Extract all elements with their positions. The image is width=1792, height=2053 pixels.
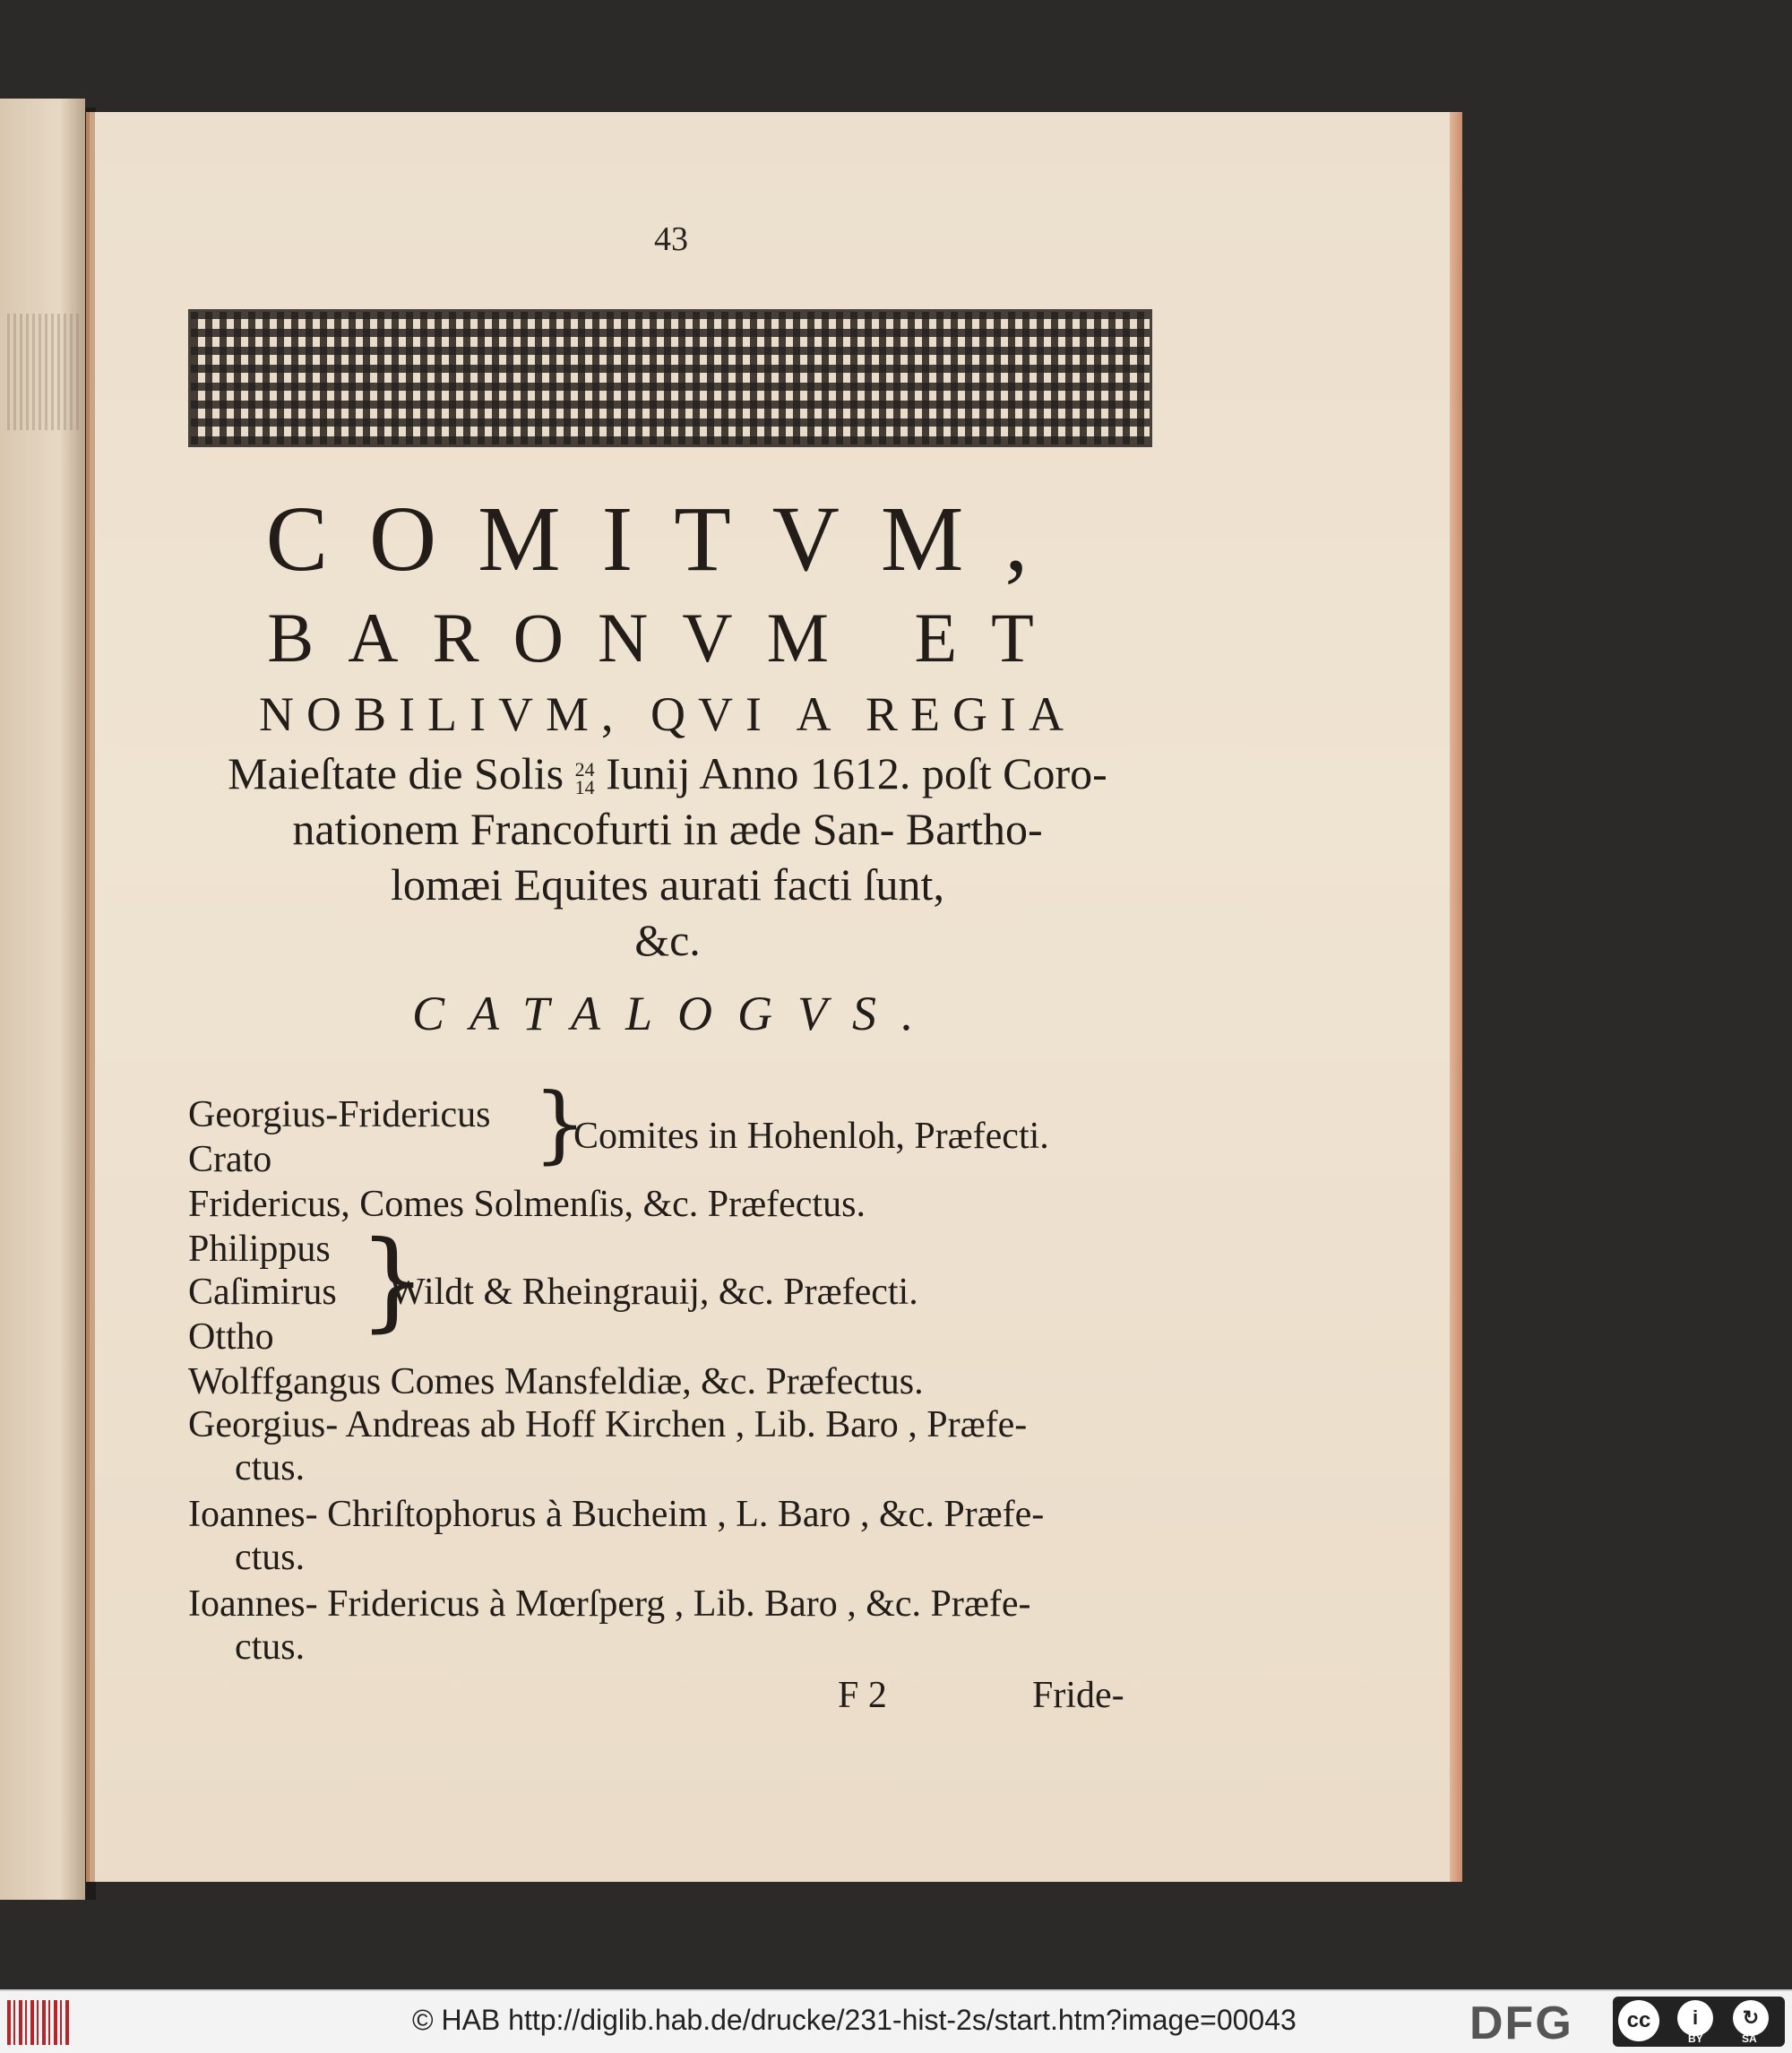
entry-7-b: ctus. <box>235 1626 306 1668</box>
entry-1-title: Comites in Hohenloh, Præfecti. <box>573 1116 1049 1157</box>
brace-1: } <box>533 1075 587 1173</box>
cc-license-badge[interactable] <box>1613 1997 1785 2047</box>
ornamental-headpiece <box>188 309 1152 447</box>
hab-barcode-logo-icon[interactable] <box>7 2000 72 2045</box>
entry-3-name-c: Ottho <box>188 1316 274 1358</box>
entry-1-name-a: Georgius-Fridericus <box>188 1094 491 1135</box>
entry-3-name-b: Caſimirus <box>188 1272 337 1313</box>
body-line-3: lomæi Equites aurati facti ſunt, <box>391 859 944 910</box>
share-alike-icon: ↻ <box>1733 2000 1769 2036</box>
fraction-bottom: 14 <box>574 775 595 798</box>
attribution-icon: i <box>1677 2000 1713 2036</box>
license-sa-label: SA <box>1742 2032 1757 2045</box>
body-line-1-a: Maieſtate die Solis <box>228 748 564 798</box>
entry-6-b: ctus. <box>235 1537 306 1578</box>
license-by-label: BY <box>1688 2032 1703 2045</box>
page-edge <box>1450 112 1462 1882</box>
footer-bar <box>0 1989 1792 2053</box>
body-line-1 <box>188 746 1147 801</box>
entry-6-a: Ioannes- Chriſtophorus à Bucheim , L. Baro , &c. Præfe- <box>188 1494 1045 1535</box>
title-block <box>188 466 1147 968</box>
entry-5-b: ctus. <box>235 1447 306 1488</box>
fraction-top: 24 <box>574 757 595 781</box>
entry-5-a: Georgius- Andreas ab Hoff Kirchen , Lib. Baro , Præfe- <box>188 1404 1028 1445</box>
date-fraction <box>574 757 595 798</box>
body-line-1-b: Iunij Anno 1612. poſt Coro- <box>606 748 1107 798</box>
page-number: 43 <box>654 220 688 258</box>
entry-7-a: Ioannes- Fridericus à Mœrſperg , Lib. Baro , &c. Præfe- <box>188 1583 1031 1625</box>
entry-3-title: Wildt & Rheingrauij, &c. Præfecti. <box>390 1272 918 1313</box>
entry-4: Wolffgangus Comes Mansfeldiæ, &c. Præfectus. <box>188 1361 924 1402</box>
title-line-3: NOBILIVM, QVI A REGIA <box>259 687 1076 741</box>
source-credit-link[interactable]: © HAB http://diglib.hab.de/drucke/231-hist-2s/start.htm?image=00043 <box>412 2004 1297 2036</box>
facing-page-edge <box>0 99 85 1900</box>
body-line-2: nationem Francofurti in æde San- Bartho- <box>292 804 1043 854</box>
catchword: Fride- <box>1032 1675 1124 1716</box>
title-line-1: COMITVM, <box>265 487 1070 591</box>
facing-ornament-bleed <box>7 314 79 430</box>
body-line-4: &c. <box>634 915 701 965</box>
title-line-2: BARONVM ET <box>267 599 1068 677</box>
signature-mark: F 2 <box>838 1675 887 1716</box>
dfg-logo[interactable]: DFG <box>1469 1997 1573 2049</box>
entry-3-name-a: Philippus <box>188 1229 331 1270</box>
entry-2: Fridericus, Comes Solmenſis, &c. Præfectus. <box>188 1184 866 1225</box>
cc-icon: cc <box>1618 2000 1659 2041</box>
catalogus-heading: CATALOGVS. <box>412 987 939 1040</box>
brace-2: } <box>358 1219 427 1343</box>
entry-1-name-b: Crato <box>188 1139 272 1180</box>
